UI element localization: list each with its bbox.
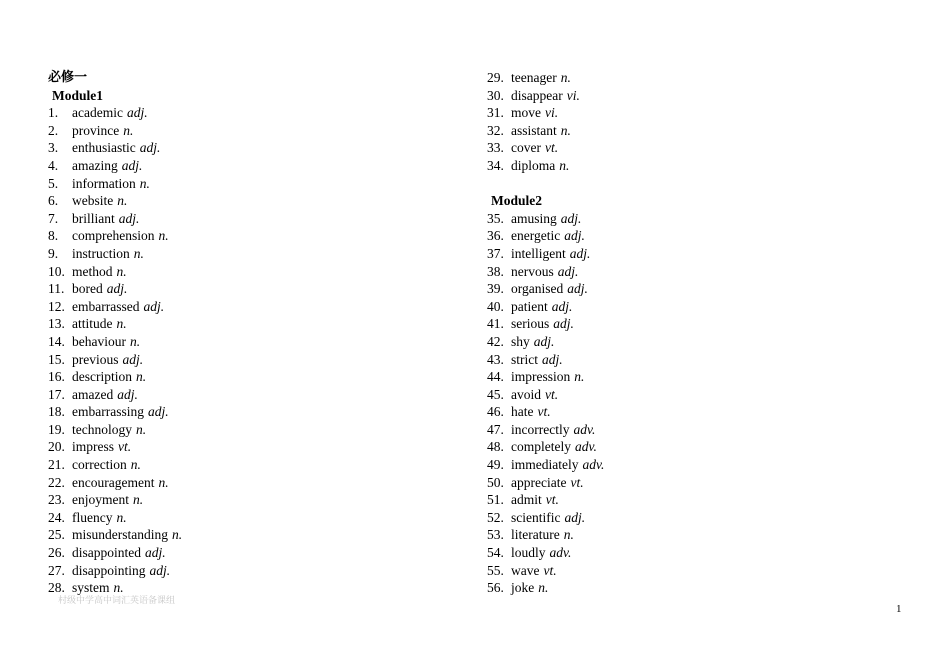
- section-heading: 必修一: [48, 70, 88, 85]
- right-column: [487, 69, 907, 597]
- item-part-of-speech: n.: [113, 580, 124, 596]
- vocab-item: [487, 263, 907, 281]
- item-word: instruction: [72, 245, 130, 261]
- item-number: 26.: [48, 545, 65, 561]
- item-number: 1.: [48, 105, 59, 121]
- item-part-of-speech: adj.: [121, 157, 143, 173]
- item-word: enthusiastic: [72, 140, 136, 156]
- item-number: 53.: [487, 527, 504, 543]
- item-part-of-speech: adj.: [143, 298, 165, 314]
- item-word: move: [511, 105, 541, 121]
- item-number: 23.: [48, 492, 65, 508]
- item-part-of-speech: adj.: [553, 316, 574, 332]
- item-number: 56.: [487, 580, 504, 596]
- vocab-item: [48, 175, 468, 193]
- item-number: 16.: [48, 369, 65, 385]
- item-number: 19.: [48, 421, 65, 437]
- item-part-of-speech: n.: [538, 580, 549, 596]
- item-number: 43.: [487, 351, 504, 367]
- vocab-item: [48, 157, 468, 175]
- item-number: 36.: [487, 228, 504, 244]
- item-part-of-speech: adv.: [573, 421, 596, 437]
- item-word: disappointed: [72, 545, 141, 561]
- item-part-of-speech: adj.: [551, 298, 573, 314]
- vocab-item: [487, 157, 907, 175]
- item-number: 8.: [48, 228, 59, 244]
- item-part-of-speech: n.: [123, 122, 134, 138]
- item-word: disappointing: [72, 562, 146, 578]
- item-part-of-speech: n.: [560, 122, 571, 138]
- item-word: incorrectly: [511, 421, 570, 437]
- item-number: 49.: [487, 457, 504, 473]
- item-word: organised: [511, 281, 564, 297]
- item-number: 17.: [48, 386, 65, 402]
- item-number: 14.: [48, 333, 65, 349]
- item-word: technology: [72, 421, 132, 437]
- item-word: fluency: [72, 509, 113, 525]
- vocab-item: [487, 438, 907, 456]
- item-part-of-speech: n.: [133, 245, 144, 261]
- item-word: assistant: [511, 122, 557, 138]
- vocab-item: [48, 351, 468, 369]
- vocab-item: [48, 333, 468, 351]
- item-part-of-speech: adj.: [126, 105, 148, 121]
- vocab-item: [48, 192, 468, 210]
- vocab-item: [487, 245, 907, 263]
- item-word: nervous: [511, 263, 554, 279]
- vocab-item: [487, 333, 907, 351]
- item-word: loudly: [511, 545, 546, 561]
- vocab-item: [48, 227, 468, 245]
- item-number: 39.: [487, 281, 504, 297]
- item-part-of-speech: adj.: [557, 263, 579, 279]
- item-number: 24.: [48, 509, 65, 525]
- item-word: scientific: [511, 509, 561, 525]
- vocab-list-right-bottom: [487, 210, 907, 597]
- item-number: 9.: [48, 245, 59, 261]
- vocab-item: [48, 474, 468, 492]
- item-part-of-speech: n.: [130, 457, 141, 473]
- item-number: 3.: [48, 140, 59, 156]
- item-part-of-speech: adj.: [145, 545, 166, 561]
- item-number: 15.: [48, 351, 65, 367]
- item-word: behaviour: [72, 333, 126, 349]
- vocab-item: [48, 544, 468, 562]
- item-word: wave: [511, 562, 540, 578]
- vocab-item: [487, 544, 907, 562]
- item-number: 21.: [48, 457, 65, 473]
- item-word: website: [72, 193, 114, 209]
- item-number: 37.: [487, 245, 504, 261]
- vocab-item: [48, 509, 468, 527]
- vocab-item: [48, 491, 468, 509]
- item-part-of-speech: adv.: [574, 439, 597, 455]
- item-number: 54.: [487, 545, 504, 561]
- item-part-of-speech: vt.: [118, 439, 132, 455]
- item-word: immediately: [511, 457, 579, 473]
- item-part-of-speech: adj.: [542, 351, 563, 367]
- vocab-item: [487, 351, 907, 369]
- item-word: hate: [511, 404, 534, 420]
- item-word: shy: [511, 333, 530, 349]
- item-word: energetic: [511, 228, 561, 244]
- item-word: brilliant: [72, 210, 115, 226]
- vocab-item: [48, 104, 468, 122]
- item-word: intelligent: [511, 245, 566, 261]
- item-word: enjoyment: [72, 492, 129, 508]
- item-part-of-speech: n.: [136, 369, 147, 385]
- item-part-of-speech: n.: [117, 193, 128, 209]
- item-word: embarrassed: [72, 298, 140, 314]
- item-word: amazing: [72, 157, 118, 173]
- item-word: information: [72, 175, 136, 191]
- item-number: 22.: [48, 474, 65, 490]
- vocab-item: [487, 562, 907, 580]
- vocab-item: [48, 562, 468, 580]
- item-number: 51.: [487, 492, 504, 508]
- item-part-of-speech: adj.: [560, 210, 582, 226]
- item-part-of-speech: adj.: [117, 386, 138, 402]
- item-part-of-speech: adj.: [564, 509, 586, 525]
- vocab-item: [487, 122, 907, 140]
- item-part-of-speech: vt.: [544, 140, 559, 156]
- item-part-of-speech: adj.: [106, 281, 128, 297]
- item-part-of-speech: adj.: [122, 351, 144, 367]
- footer-watermark-note: 村级中学高中词汇英语备课组: [58, 596, 176, 606]
- item-number: 27.: [48, 562, 65, 578]
- left-column: [48, 69, 468, 597]
- item-number: 47.: [487, 421, 504, 437]
- item-part-of-speech: vt.: [545, 492, 559, 508]
- vocab-item: [487, 69, 907, 87]
- vocab-item: [487, 509, 907, 527]
- item-word: amazed: [72, 386, 114, 402]
- vocab-item: [487, 491, 907, 509]
- vocab-item: [487, 386, 907, 404]
- item-part-of-speech: vt.: [545, 386, 559, 402]
- vocab-item: [48, 438, 468, 456]
- item-word: teenager: [511, 70, 557, 85]
- item-part-of-speech: adj.: [147, 404, 169, 420]
- item-word: impress: [72, 439, 114, 455]
- item-number: 34.: [487, 157, 504, 173]
- vocab-item: [48, 298, 468, 316]
- item-word: completely: [511, 439, 571, 455]
- vocab-item: [487, 280, 907, 298]
- module-title: Module1: [52, 87, 104, 103]
- item-number: 40.: [487, 298, 504, 314]
- item-word: joke: [511, 580, 535, 596]
- item-number: 13.: [48, 316, 65, 332]
- item-part-of-speech: vt.: [537, 404, 551, 420]
- item-word: bored: [72, 281, 103, 297]
- item-word: embarrassing: [72, 404, 144, 420]
- item-word: correction: [72, 457, 127, 473]
- vocab-item: [48, 386, 468, 404]
- module-title: Module2: [491, 193, 543, 209]
- item-number: 18.: [48, 404, 65, 420]
- item-number: 28.: [48, 580, 65, 596]
- item-part-of-speech: n.: [574, 369, 585, 385]
- item-word: strict: [511, 351, 538, 367]
- item-number: 48.: [487, 439, 504, 455]
- vocab-item: [487, 474, 907, 492]
- item-word: cover: [511, 140, 541, 156]
- item-part-of-speech: n.: [116, 509, 127, 525]
- item-number: 35.: [487, 210, 504, 226]
- vocab-item: [487, 579, 907, 597]
- item-part-of-speech: n.: [158, 228, 169, 244]
- item-part-of-speech: vt.: [570, 474, 584, 490]
- item-part-of-speech: n.: [172, 527, 183, 543]
- item-word: method: [72, 263, 113, 279]
- item-number: 32.: [487, 122, 504, 138]
- item-number: 20.: [48, 439, 65, 455]
- item-part-of-speech: adj.: [139, 140, 161, 156]
- vocab-item: [48, 280, 468, 298]
- item-part-of-speech: n.: [560, 70, 571, 85]
- item-word: impression: [511, 369, 571, 385]
- item-part-of-speech: adv.: [582, 457, 605, 473]
- item-part-of-speech: n.: [158, 474, 169, 490]
- item-number: 12.: [48, 298, 65, 314]
- vocab-item: [487, 298, 907, 316]
- vocab-list-left: [48, 104, 468, 597]
- item-part-of-speech: adj.: [567, 281, 588, 297]
- item-word: academic: [72, 105, 123, 121]
- vocab-item: [48, 403, 468, 421]
- vocab-item: [487, 104, 907, 122]
- item-part-of-speech: adj.: [533, 333, 555, 349]
- vocab-item: [487, 87, 907, 105]
- item-part-of-speech: vi.: [545, 105, 559, 121]
- item-number: 44.: [487, 369, 504, 385]
- item-part-of-speech: vi.: [566, 87, 580, 103]
- item-number: 11.: [48, 281, 65, 297]
- vocab-list-right-top: [487, 69, 907, 175]
- vocab-item: [48, 368, 468, 386]
- vocab-item: [487, 210, 907, 228]
- vocab-item: [48, 245, 468, 263]
- item-number: 4.: [48, 157, 59, 173]
- item-word: serious: [511, 316, 550, 332]
- item-part-of-speech: vt.: [543, 562, 557, 578]
- item-part-of-speech: adj.: [149, 562, 171, 578]
- vocab-item: [487, 315, 907, 333]
- item-number: 33.: [487, 140, 504, 156]
- item-number: 55.: [487, 562, 504, 578]
- item-part-of-speech: n.: [559, 157, 570, 173]
- item-word: system: [72, 580, 110, 596]
- item-number: 2.: [48, 122, 59, 138]
- item-number: 45.: [487, 386, 504, 402]
- vocab-item: [48, 210, 468, 228]
- item-word: appreciate: [511, 474, 567, 490]
- item-word: encouragement: [72, 474, 155, 490]
- item-number: 42.: [487, 333, 504, 349]
- vocab-item: [487, 227, 907, 245]
- item-number: 5.: [48, 175, 59, 191]
- item-word: amusing: [511, 210, 557, 226]
- vocab-item: [487, 139, 907, 157]
- vocab-item: [48, 421, 468, 439]
- item-number: 10.: [48, 263, 65, 279]
- vocab-item: [48, 526, 468, 544]
- item-number: 38.: [487, 263, 504, 279]
- page-number: 1: [896, 603, 902, 615]
- item-word: admit: [511, 492, 542, 508]
- vocab-item: [48, 122, 468, 140]
- vocab-item: [487, 456, 907, 474]
- item-word: avoid: [511, 386, 541, 402]
- item-number: 41.: [487, 316, 504, 332]
- item-word: previous: [72, 351, 119, 367]
- item-part-of-speech: n.: [133, 492, 144, 508]
- vocab-item: [48, 315, 468, 333]
- item-part-of-speech: adj.: [118, 210, 140, 226]
- item-part-of-speech: adj.: [564, 228, 585, 244]
- item-number: 6.: [48, 193, 59, 209]
- item-part-of-speech: n.: [563, 527, 574, 543]
- vocab-item: [487, 403, 907, 421]
- item-word: description: [72, 369, 132, 385]
- item-word: patient: [511, 298, 548, 314]
- item-part-of-speech: n.: [116, 316, 127, 332]
- item-word: attitude: [72, 316, 113, 332]
- item-word: province: [72, 122, 120, 138]
- item-part-of-speech: n.: [139, 175, 150, 191]
- item-number: 7.: [48, 210, 59, 226]
- vocab-item: [48, 263, 468, 281]
- item-number: 25.: [48, 527, 65, 543]
- item-number: 29.: [487, 70, 504, 85]
- item-word: misunderstanding: [72, 527, 168, 543]
- item-number: 52.: [487, 509, 504, 525]
- item-word: literature: [511, 527, 560, 543]
- item-number: 46.: [487, 404, 504, 420]
- vocab-item: [487, 421, 907, 439]
- vocab-item: [487, 526, 907, 544]
- item-number: 30.: [487, 87, 504, 103]
- blank-line: [487, 175, 907, 193]
- item-part-of-speech: adj.: [569, 245, 591, 261]
- item-part-of-speech: n.: [129, 333, 141, 349]
- item-number: 50.: [487, 474, 504, 490]
- vocab-item: [487, 368, 907, 386]
- item-part-of-speech: n.: [136, 421, 147, 437]
- item-word: diploma: [511, 157, 556, 173]
- vocab-item: [48, 456, 468, 474]
- item-word: comprehension: [72, 228, 155, 244]
- vocab-item: [48, 139, 468, 157]
- item-number: 31.: [487, 105, 504, 121]
- item-word: disappear: [511, 87, 563, 103]
- item-part-of-speech: adv.: [549, 545, 572, 561]
- item-part-of-speech: n.: [116, 263, 127, 279]
